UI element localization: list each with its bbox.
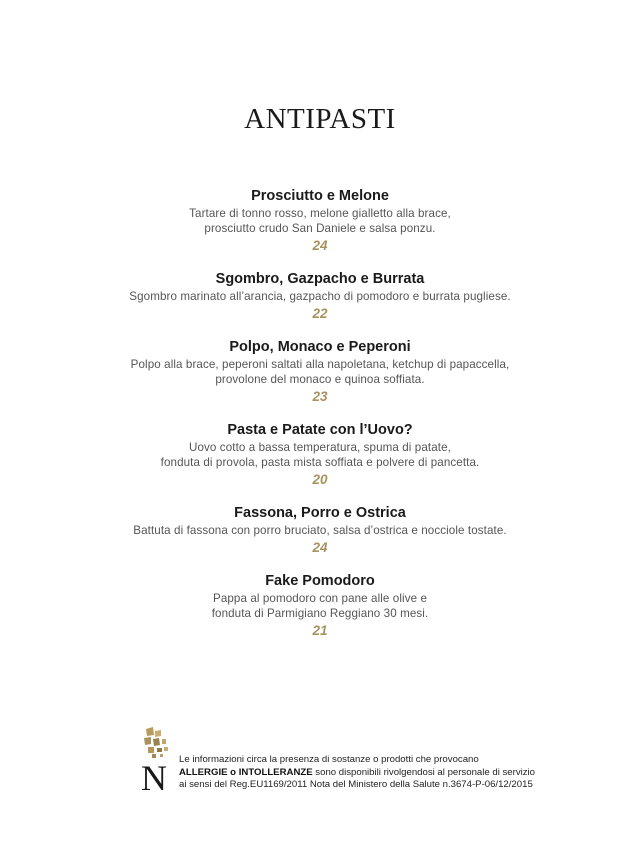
description-line: Polpo alla brace, peperoni saltati alla napoletana, ketchup di papaccella,	[130, 358, 510, 371]
description-line: Uovo cotto a bassa temperatura, spuma di patate,	[189, 441, 451, 454]
menu-list	[0, 187, 640, 655]
description-line: Battuta di fassona con porro bruciato, salsa d’ostrica e nocciole tostate.	[133, 524, 507, 537]
dish-description	[0, 591, 640, 621]
dish-name: Prosciutto e Melone	[251, 188, 389, 204]
description-line: Sgombro marinato all’arancia, gazpacho di pomodoro e burrata pugliese.	[129, 290, 511, 303]
dish-description	[0, 523, 640, 538]
description-line: provolone del monaco e quinoa soffiata.	[215, 373, 425, 386]
menu-item	[0, 504, 640, 556]
notice-line: Le informazioni circa la presenza di sostanze o prodotti che provocano	[179, 754, 479, 765]
dish-name: Polpo, Monaco e Peperoni	[229, 339, 411, 355]
dish-price: 23	[312, 389, 328, 404]
notice-line: ai sensi del Reg.EU1169/2011 Nota del Ministero della Salute n.3674-P-06/12/2015	[179, 779, 533, 790]
description-line: fonduta di provola, pasta mista soffiata e polvere di pancetta.	[160, 456, 480, 469]
dish-name: Pasta e Patate con l’Uovo?	[227, 422, 413, 438]
notice-conjunction: o	[227, 766, 239, 778]
notice-text: sono disponibili rivolgendosi al personale di servizio	[312, 766, 536, 778]
menu-item	[0, 421, 640, 488]
allergie-label: ALLERGIE	[179, 766, 228, 778]
dish-price: 21	[312, 623, 328, 638]
intolleranze-label: INTOLLERANZE	[238, 766, 313, 778]
menu-item	[0, 572, 640, 639]
logo-letter: N	[141, 758, 167, 791]
menu-item	[0, 338, 640, 405]
description-line: prosciutto crudo San Daniele e salsa ponzu.	[204, 222, 436, 235]
dish-description	[0, 357, 640, 387]
allergen-footer	[140, 727, 610, 797]
allergen-notice	[179, 754, 619, 792]
page-title: ANTIPASTI	[244, 103, 396, 135]
notice-line	[179, 767, 619, 780]
dish-description	[0, 440, 640, 470]
menu-item	[0, 270, 640, 322]
dish-name: Sgombro, Gazpacho e Burrata	[215, 271, 425, 287]
mosaic-n-logo-icon	[140, 727, 176, 791]
description-line: Tartare di tonno rosso, melone gialletto alla brace,	[189, 207, 451, 220]
dish-name: Fassona, Porro e Ostrica	[234, 505, 406, 521]
dish-price: 24	[312, 238, 328, 253]
dish-description	[0, 289, 640, 304]
description-line: fonduta di Parmigiano Reggiano 30 mesi.	[211, 607, 429, 620]
dish-price: 24	[312, 540, 328, 555]
dish-name: Fake Pomodoro	[265, 573, 375, 589]
description-line: Pappa al pomodoro con pane alle olive e	[212, 592, 428, 605]
dish-description	[0, 206, 640, 236]
dish-price: 22	[312, 306, 328, 321]
menu-item	[0, 187, 640, 254]
dish-price: 20	[312, 472, 328, 487]
